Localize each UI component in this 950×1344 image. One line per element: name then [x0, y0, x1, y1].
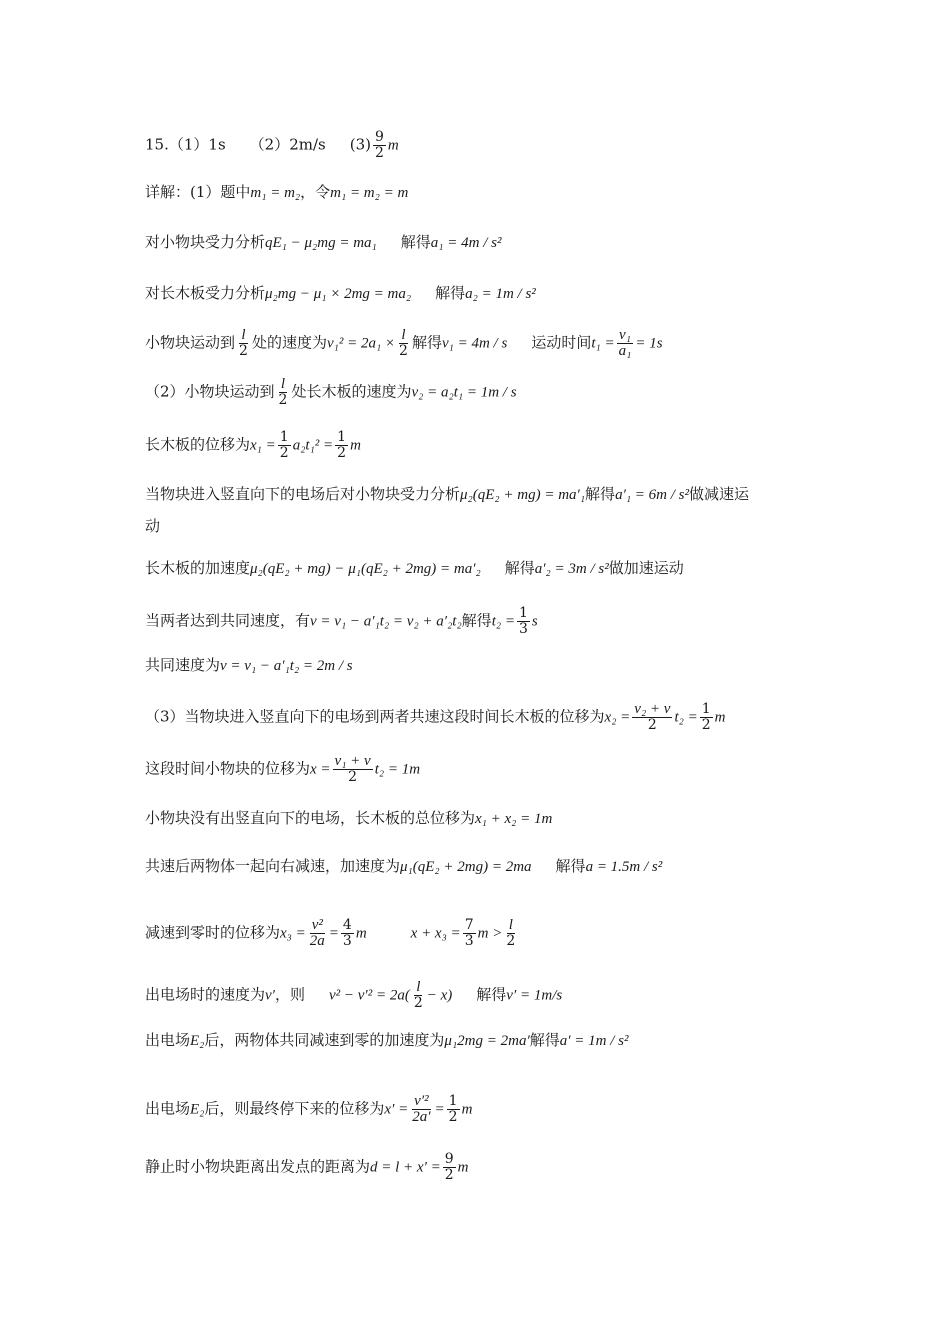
solution-line	[145, 655, 353, 676]
line-text: 解得	[585, 485, 616, 503]
formula: v = v₁ − a′₁t₂ = 2m / s	[220, 658, 353, 674]
line-text: 解得	[529, 1031, 560, 1049]
line-text: 动	[145, 517, 161, 535]
solution-line	[145, 808, 552, 829]
solution-line	[145, 484, 749, 505]
formula: v′	[265, 987, 275, 1004]
line-text: 当两者达到共同速度，有	[145, 611, 311, 630]
formula: x₂ =	[604, 709, 631, 726]
solution-line	[145, 516, 160, 536]
answer-3-unit: m	[387, 137, 399, 154]
solution-line	[145, 283, 536, 304]
fraction: $\frac{\text{v₂ + v}}{2}$	[634, 701, 671, 733]
formula: μ₂mg − μ₁ × 2mg = ma₂	[265, 286, 412, 302]
line-text: 长木板的位移为	[145, 435, 251, 454]
line-text: 小物块运动到	[145, 333, 236, 352]
formula: x =	[310, 761, 331, 778]
answer-2: （2）2m/s	[249, 135, 326, 154]
formula: m₁ = m₂ = m	[330, 185, 409, 201]
line-text: 解得	[435, 284, 466, 302]
line-text: 解得	[400, 233, 431, 251]
formula: qE₁ − μ₂mg = ma₁	[265, 235, 377, 251]
formula: a′₂ = 3m / s²	[534, 561, 609, 577]
fraction: $\frac{l}{2}$	[413, 979, 423, 1011]
line-text: 处的速度为	[251, 333, 327, 352]
line-text: 当物块进入竖直向下的电场后对小物块受力分析	[145, 485, 461, 503]
solution-line	[145, 980, 562, 1011]
fraction: $\frac{l}{2}$	[399, 327, 408, 359]
formula: m	[350, 437, 361, 454]
line-text: 对小物块受力分析	[145, 233, 266, 251]
formula: = 1s	[635, 335, 663, 352]
formula: x₁ + x₂ = 1m	[475, 811, 553, 827]
line-text: 解得	[461, 611, 492, 630]
line-text: 这段时间小物块的位移为	[145, 759, 311, 778]
line-text: （3）当物块进入竖直向下的电场到两者共速这段时间长木板的位移为	[145, 707, 605, 726]
solution-line	[145, 1030, 629, 1051]
fraction: $\frac{\text{v′²}}{2a'}$	[412, 1093, 431, 1125]
formula: a′₁ = 6m / s²	[615, 487, 690, 503]
fraction: $\frac{l}{2}$	[506, 917, 516, 949]
fraction: $\frac{1}{2}$	[701, 701, 711, 733]
formula: μ₁2mg = 2ma′	[444, 1033, 530, 1049]
line-text: 长木板的加速度	[145, 559, 251, 577]
formula: m₁ = m₂	[250, 185, 301, 201]
formula: − x)	[426, 987, 453, 1004]
line-text: （2）小物块运动到	[145, 382, 275, 401]
formula: t₂ =	[674, 709, 698, 726]
formula: x₁ =	[250, 437, 276, 454]
formula: μ₂(qE₂ + mg) = ma′₁	[460, 487, 586, 503]
line-text: 出电场时的速度为	[145, 985, 266, 1004]
formula: =	[434, 1101, 445, 1118]
line-text: 解得	[504, 559, 535, 577]
fraction: $\frac{1}{3}$	[518, 605, 528, 637]
formula: =	[328, 925, 339, 942]
formula: a₂t₁² =	[292, 437, 334, 454]
fraction: $\frac{7}{3}$	[464, 917, 474, 949]
line-text: 静止时小物块距离出发点的距离为	[145, 1157, 371, 1176]
formula: v₁² = 2a₁ ×	[326, 335, 396, 352]
solution-line	[145, 918, 519, 949]
solution-line	[145, 430, 361, 461]
fraction: $\frac{4}{3}$	[342, 917, 352, 949]
answer-1: （1）1s	[168, 135, 226, 154]
formula: x + x₃ =	[410, 925, 461, 942]
line-text: 出电场	[145, 1099, 191, 1118]
line-text: 对长木板受力分析	[145, 284, 266, 302]
line-text: 后，则最终停下来的位移为	[204, 1099, 385, 1118]
line-text: 解得	[555, 857, 586, 875]
formula: t₁ =	[591, 335, 615, 352]
solution-line	[145, 377, 517, 408]
formula: t₂ =	[491, 613, 515, 630]
formula: v = v₁ − a′₁t₂ = v₂ + a′₂t₂	[310, 613, 462, 630]
formula: μ₁(qE₂ + 2mg) = 2ma	[400, 859, 532, 875]
solution-line	[145, 232, 501, 253]
line-text: 解得	[476, 985, 507, 1004]
formula: E₂	[190, 1033, 205, 1049]
formula: t₂ = 1m	[374, 761, 421, 778]
line-text: 共速后两物体一起向右减速，加速度为	[145, 857, 401, 875]
line-text: 做加速运动	[608, 559, 684, 577]
fraction: $\frac{l}{2}$	[278, 376, 288, 408]
solution-line	[145, 558, 684, 579]
line-text: 处长木板的速度为	[291, 382, 412, 401]
line-text: 详解：(1）题中	[145, 183, 251, 201]
formula: x₃ =	[280, 925, 306, 942]
line-text: ，则	[274, 985, 305, 1004]
formula: x′ =	[384, 1101, 409, 1118]
formula: v₁ = 4m / s	[441, 335, 508, 352]
formula: E₂	[190, 1101, 205, 1118]
formula: a = 1.5m / s²	[585, 859, 663, 875]
line-text: 做减速运	[689, 485, 750, 503]
formula: m	[355, 925, 367, 942]
formula: μ₂(qE₂ + mg) − μ₁(qE₂ + 2mg) = ma′₂	[250, 561, 481, 577]
solution-line	[145, 182, 408, 203]
solution-line	[145, 328, 663, 359]
fraction: $\frac{\text{v²}}{2a}$	[309, 917, 325, 949]
fraction: $\frac{l}{2}$	[239, 327, 248, 359]
solution-line	[145, 702, 725, 733]
line-text: 后，两物体共同减速到零的加速度为	[204, 1031, 445, 1049]
formula: a₂ = 1m / s²	[465, 286, 536, 302]
problem-number: 15.	[145, 135, 169, 154]
line-text: 出电场	[145, 1031, 191, 1049]
line-text: 小物块没有出竖直向下的电场，长木板的总位移为	[145, 809, 476, 827]
line-text: 解得	[411, 333, 442, 352]
solution-line	[145, 856, 662, 877]
answer-3-fraction: $\frac{9}{2}$	[374, 129, 384, 161]
formula: v² − v′² = 2a(	[328, 987, 410, 1004]
fraction: $\frac{\text{v₁}}{\text{a₁}}$	[618, 327, 632, 359]
line-text: 减速到零时的位移为	[145, 923, 281, 942]
line-text: ，令	[300, 183, 331, 201]
answer-3-prefix: (3)	[349, 135, 371, 154]
fraction: $\frac{1}{2}$	[279, 429, 289, 461]
formula: a₁ = 4m / s²	[430, 235, 502, 251]
solution-line	[145, 606, 538, 637]
formula: m >	[477, 925, 503, 942]
formula: a′ = 1m / s²	[559, 1033, 629, 1049]
formula: v′ = 1m/s	[506, 987, 563, 1004]
line-text: 共同速度为	[145, 656, 221, 674]
line-text: 运动时间	[531, 333, 592, 352]
formula: d = l + x′ =	[370, 1159, 441, 1176]
formula: m	[714, 709, 726, 726]
formula: m	[457, 1159, 469, 1176]
formula: m	[461, 1101, 473, 1118]
solution-line	[145, 754, 420, 785]
fraction: $\frac{\text{v₁ + v}}{2}$	[334, 753, 371, 785]
fraction: $\frac{9}{2}$	[444, 1151, 454, 1183]
answer-summary	[145, 130, 399, 161]
fraction: $\frac{1}{2}$	[448, 1093, 458, 1125]
formula: s	[531, 613, 538, 630]
fraction: $\frac{1}{2}$	[337, 429, 347, 461]
formula: v₂ = a₂t₁ = 1m / s	[411, 384, 517, 401]
solution-line	[145, 1152, 469, 1183]
solution-line	[145, 1094, 472, 1125]
